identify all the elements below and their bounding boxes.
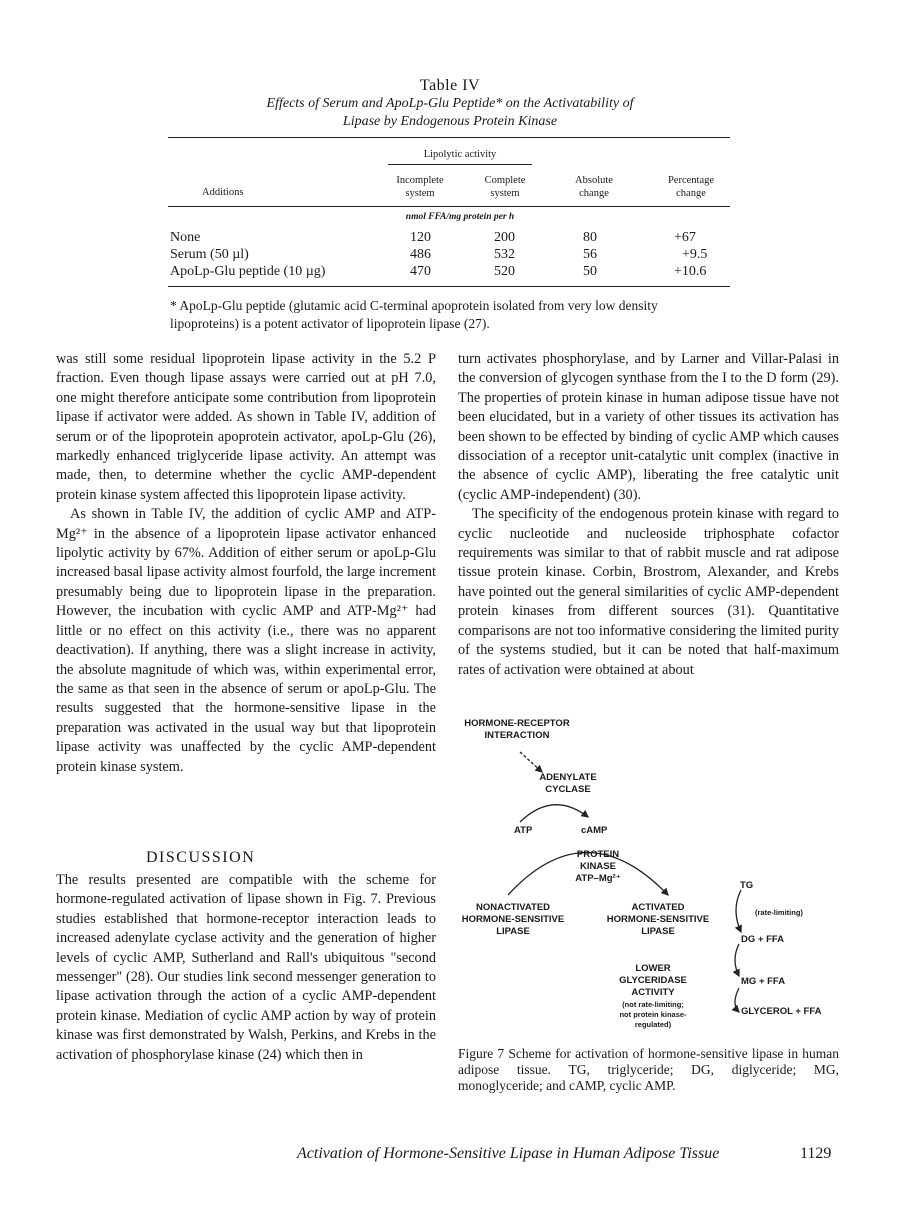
col-additions: Additions — [202, 187, 244, 198]
page-number: 1129 — [800, 1145, 832, 1162]
body-paragraph: The specificity of the endogenous protein kinase with regard to cyclic nucleotide and nucleoside triphosphate cofactor requirements was similar to that of rabbit muscle and rat adipose tissue protein kinase. Corbin, Brostrom, Alexander, and Krebs have pointed out the general similarities of cyclic AMP-dependent protein kinases from different sources (31). Quantitative comparisons are not too informative considering the limited purity of the systems studied, but it can be noted that half-maximum rates of activation were obtained at about — [458, 506, 839, 678]
tg-label: TG — [740, 880, 754, 891]
table-row: Serum (50 µl) 486 532 56 +9.5 — [170, 247, 708, 262]
table-header-rule — [168, 206, 730, 207]
table-top-rule — [168, 137, 730, 138]
protein-kinase-label: PROTEIN KINASE ATP–Mg²⁺ — [575, 849, 621, 884]
table-bottom-rule — [168, 286, 730, 287]
rate-limiting-label: (rate-limiting) — [755, 908, 803, 917]
table-title: Table IV — [419, 77, 481, 94]
col-incomplete: Incomplete system — [396, 175, 444, 199]
right-column — [458, 350, 839, 680]
body-paragraph: The results presented are compatible with the scheme for hormone-regulated activation of lipase shown in Fig. 7. Previous studies established that hormone-receptor interaction leads to increased adenylate cyclase activity and the generation of higher levels of cyclic AMP, Sutherland and Rall's ubiquitous "second messenger" (28). Our studies link second messenger generation to lipase activation through the action of a cyclic AMP-dependent protein kinase. Mediation of cyclic AMP action by way of protein kinase was first demonstrated by Walsh, Perkins, and Krebs in the activation of phosphorylase kinase (24) which then in — [56, 872, 436, 1063]
dg-label: DG + FFA — [741, 934, 785, 945]
body-paragraph: As shown in Table IV, the addition of cyclic AMP and ATP-Mg²⁺ in the absence of a lipoprotein lipase activator enhanced lipolytic activity by 67%. Addition of either serum or apoLp-Glu increased basal lipase activity almost fourfold, the large increment presumably being due to lipoprotein lipase in the preparation. However, the incubation with cyclic AMP and ATP-Mg²⁺ had little or no effect on this activity (i.e., there was no apparent deactivation). If anything, there was a slight increase in activity, the absolute magnitude of which was, within experimental error, the same as that seen in the absence of serum or apoLp-Glu. The results suggested that the hormone-sensitive lipase in the preparation was activated in the usual way but that lipoprotein lipase activity was unaffected by the cyclic AMP-dependent protein kinase system. — [56, 506, 436, 775]
col-complete: Complete system — [484, 175, 526, 199]
table-row: None 120 200 80 +67 — [170, 230, 696, 245]
activated-lipase-label: ACTIVATED HORMONE-SENSITIVE LIPASE — [606, 902, 710, 937]
left-column-discussion — [56, 871, 436, 1065]
group-rule — [388, 164, 532, 165]
hormone-receptor-label: HORMONE-RECEPTOR INTERACTION — [464, 718, 570, 741]
group-header: Lipolytic activity — [423, 149, 497, 160]
lower-glyceridase-note: (not rate-limiting; not protein kinase- regulated) — [619, 1000, 687, 1029]
section-heading: DISCUSSION — [146, 849, 256, 866]
col-percentage: Percentage change — [667, 175, 715, 199]
body-paragraph: turn activates phosphorylase, and by Larner and Villar-Palasi in the conversion of glycogen synthase from the I to the D form (29). The properties of protein kinase in human adipose tissue have not been elucidated, but in a variety of other tissues its activation has been shown to be effected by binding of cyclic AMP which causes dissociation of a receptor unit-catalytic unit complex (inactive in the absence of cyclic AMP), liberating the free catalytic unit (cyclic AMP-independent) (30). — [458, 351, 839, 503]
lower-glyceridase-label: LOWER GLYCERIDASE ACTIVITY — [619, 963, 687, 998]
atp-label: ATP — [514, 825, 533, 836]
units-label: nmol FFA/mg protein per h — [405, 212, 515, 222]
figure-caption: Figure 7 Scheme for activation of hormone-sensitive lipase in human adipose tissue. TG, triglyceride; DG, diglyceride; MG, monoglyceride; and cAMP, cyclic AMP. — [458, 1046, 839, 1093]
body-paragraph: was still some residual lipoprotein lipase activity in the 5.2 P fraction. Even though lipase assays were carried out at pH 7.0, one might therefore anticipate some contribution from lipoprotein lipase if activator were added. As shown in Table IV, addition of serum or of the lipoprotein apoprotein activator, apoLp-Glu (26), markedly enhanced triglyceride lipase activity. An attempt was made, then, to determine whether the cyclic AMP-dependent protein kinase system affected this lipoprotein lipase activity. — [56, 351, 436, 503]
col-absolute: Absolute change — [575, 175, 613, 199]
glycerol-label: GLYCEROL + FFA — [741, 1006, 822, 1017]
nonactivated-lipase-label: NONACTIVATED HORMONE-SENSITIVE LIPASE — [461, 902, 565, 937]
camp-label: cAMP — [581, 825, 608, 836]
table-row: ApoLp-Glu peptide (10 µg) 470 520 50 +10.6 — [170, 264, 707, 279]
table-caption: Effects of Serum and ApoLp-Glu Peptide* on the Activatability of Lipase by Endogenous Protein Kinase — [266, 96, 634, 129]
mg-label: MG + FFA — [741, 976, 786, 987]
left-column — [56, 350, 436, 777]
running-title: Activation of Hormone-Sensitive Lipase in Human Adipose Tissue — [297, 1145, 720, 1162]
table-footnote: * ApoLp-Glu peptide (glutamic acid C-terminal apoprotein isolated from very low density lipoproteins) is a potent activator of lipoprotein lipase (27). — [170, 298, 658, 331]
figure-7 — [458, 712, 839, 1042]
adenylate-cyclase-label: ADENYLATE CYCLASE — [539, 772, 597, 795]
